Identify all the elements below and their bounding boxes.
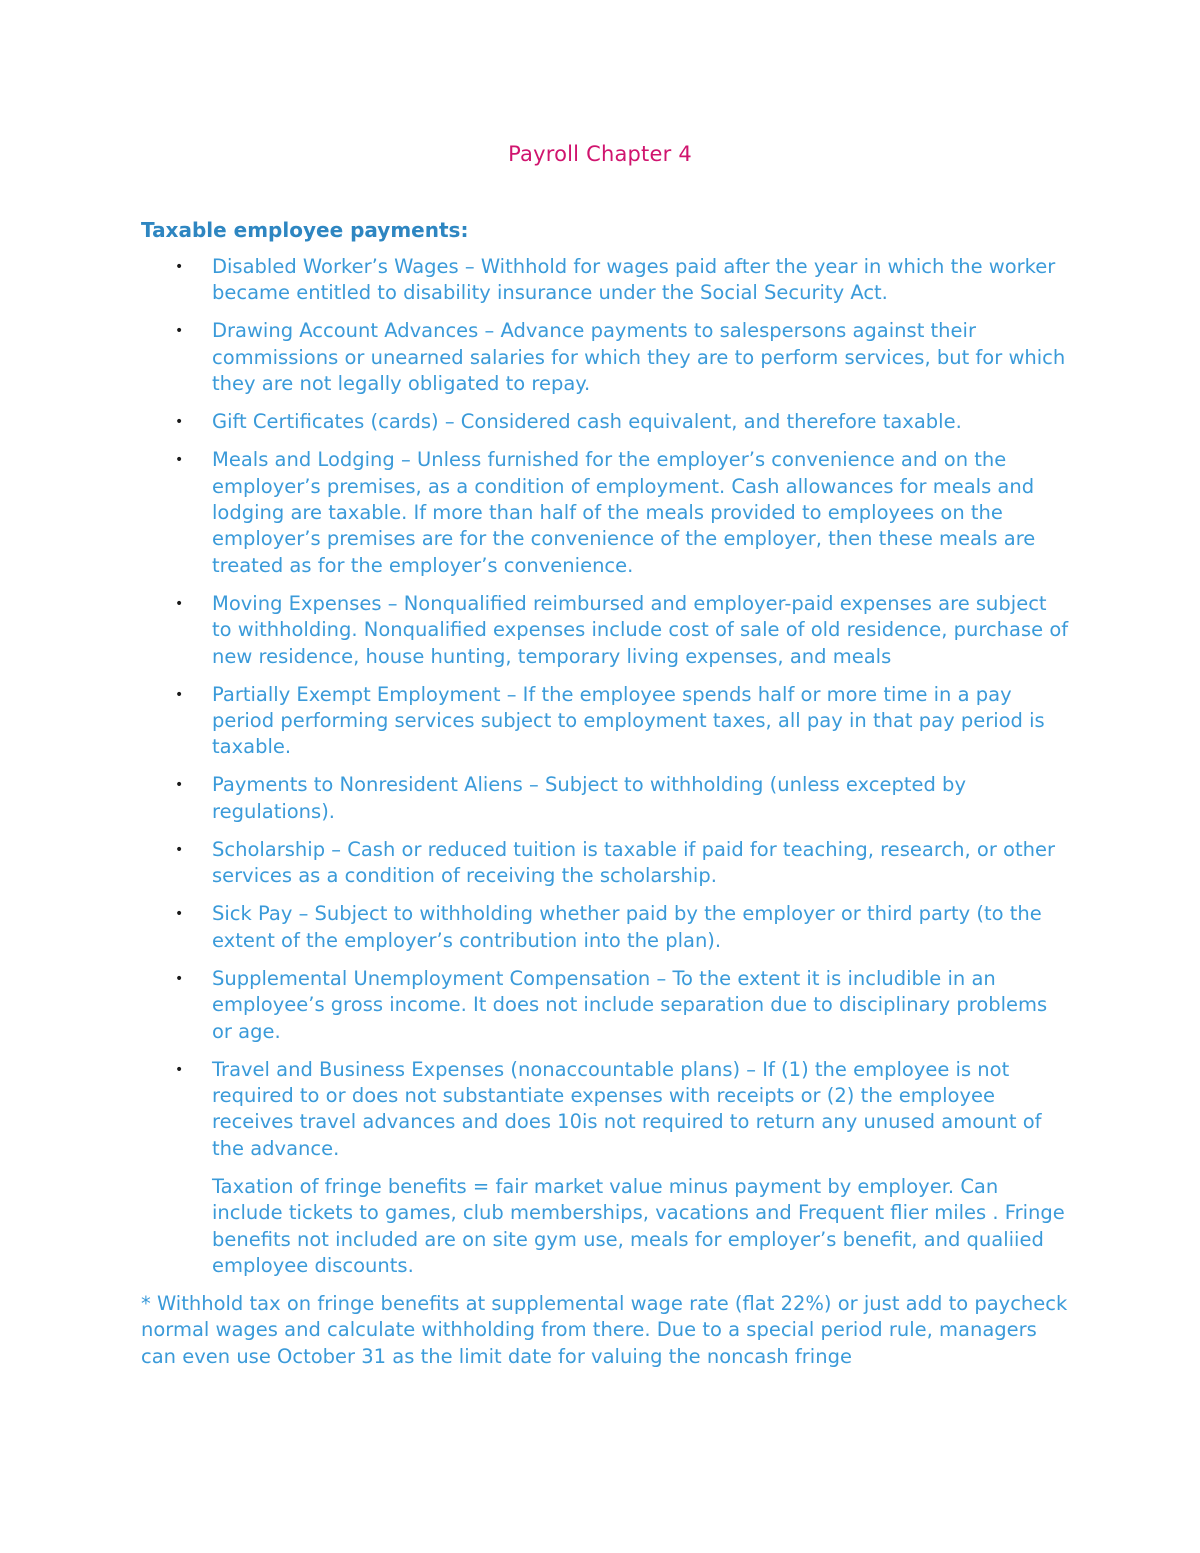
- bullet-icon: •: [175, 259, 184, 275]
- list-item: [0, 318, 1200, 397]
- list-item: [0, 966, 1200, 1045]
- list-item: [0, 901, 1200, 954]
- list-item: [0, 254, 1200, 307]
- list-item: [0, 409, 1200, 435]
- bullet-icon: •: [175, 777, 184, 794]
- list-item: [0, 682, 1200, 761]
- list-item: [0, 591, 1200, 670]
- fringe-benefits-note: Taxation of fringe benefits = fair market value minus payment by employer. Can include tickets to games, club memberships, vacations and Frequent flier miles . Fringe benefits not included are on site gym use, meals for employer’s benefit, and qualiied employee discounts.: [212, 1174, 1065, 1277]
- bullet-icon: •: [175, 686, 184, 703]
- footnote: * Withhold tax on fringe benefits at supplemental wage rate (flat 22%) or just add to paycheck normal wages and calculate withholding from there. Due to a special period rule, managers can even use October 31 as the limit date for valuing the noncash fringe: [141, 1291, 1068, 1368]
- list-item: [0, 837, 1200, 890]
- taxable-payments-list: [0, 254, 1200, 1370]
- list-item-text: Payments to Nonresident Aliens – Subject to withholding (unless excepted by regulations).: [212, 773, 966, 823]
- bullet-icon: •: [175, 906, 184, 923]
- list-item-text: Supplemental Unemployment Compensation – To the extent it is includible in an employee’s gross income. It does not include separation due to disciplinary problems or age.: [212, 966, 1048, 1043]
- bullet-icon: •: [175, 1061, 184, 1078]
- list-item-text: Gift Certificates (cards) – Considered cash equivalent, and therefore taxable.: [212, 410, 962, 434]
- bullet-icon: •: [175, 452, 184, 469]
- list-item-text: Disabled Worker’s Wages – Withhold for wages paid after the year in which the worker became entitled to disability insurance under the Social Security Act.: [212, 255, 1056, 305]
- page-title: Payroll Chapter 4: [508, 142, 692, 166]
- bullet-icon: •: [175, 323, 184, 340]
- list-item: [0, 447, 1200, 579]
- list-item-text: Partially Exempt Employment – If the employee spends half or more time in a pay period performing services subject to employment taxes, all pay in that pay period is taxable.: [212, 682, 1045, 759]
- bullet-icon: •: [175, 595, 184, 612]
- bullet-icon: •: [175, 970, 184, 987]
- list-item-text: Moving Expenses – Nonqualified reimbursed and employer-paid expenses are subject to withholding. Nonqualified expenses include cost of sale of old residence, purchase of new residence, house hunting, temporary living expenses, and meals: [212, 591, 1069, 668]
- bullet-icon: •: [175, 414, 184, 431]
- list-item: [0, 772, 1200, 825]
- list-item: [0, 1057, 1200, 1163]
- section-heading: Taxable employee payments:: [141, 218, 469, 242]
- bullet-icon: •: [175, 841, 184, 858]
- list-item-text: Sick Pay – Subject to withholding whether paid by the employer or third party (to the extent of the employer’s contribution into the plan).: [212, 902, 1042, 952]
- list-item-text: Travel and Business Expenses (nonaccountable plans) – If (1) the employee is not required to or does not substantiate expenses with receipts or (2) the employee receives travel advances and does 10is not required to return any unused amount of the advance.: [212, 1057, 1042, 1160]
- list-item-text: Scholarship – Cash or reduced tuition is taxable if paid for teaching, research, or other services as a condition of receiving the scholarship.: [212, 837, 1055, 888]
- list-item-text: Drawing Account Advances – Advance payments to salespersons against their commissions or unearned salaries for which they are to perform services, but for which they are not legally obligated to repay.: [212, 319, 1066, 396]
- list-item-text: Meals and Lodging – Unless furnished for the employer’s convenience and on the employer’s premises, as a condition of employment. Cash allowances for meals and lodging are taxable. If more than half of the meals provided to employees on the employer’s premises are for the convenience of the employer, then these meals are treated as for the employer’s convenience.: [212, 448, 1036, 577]
